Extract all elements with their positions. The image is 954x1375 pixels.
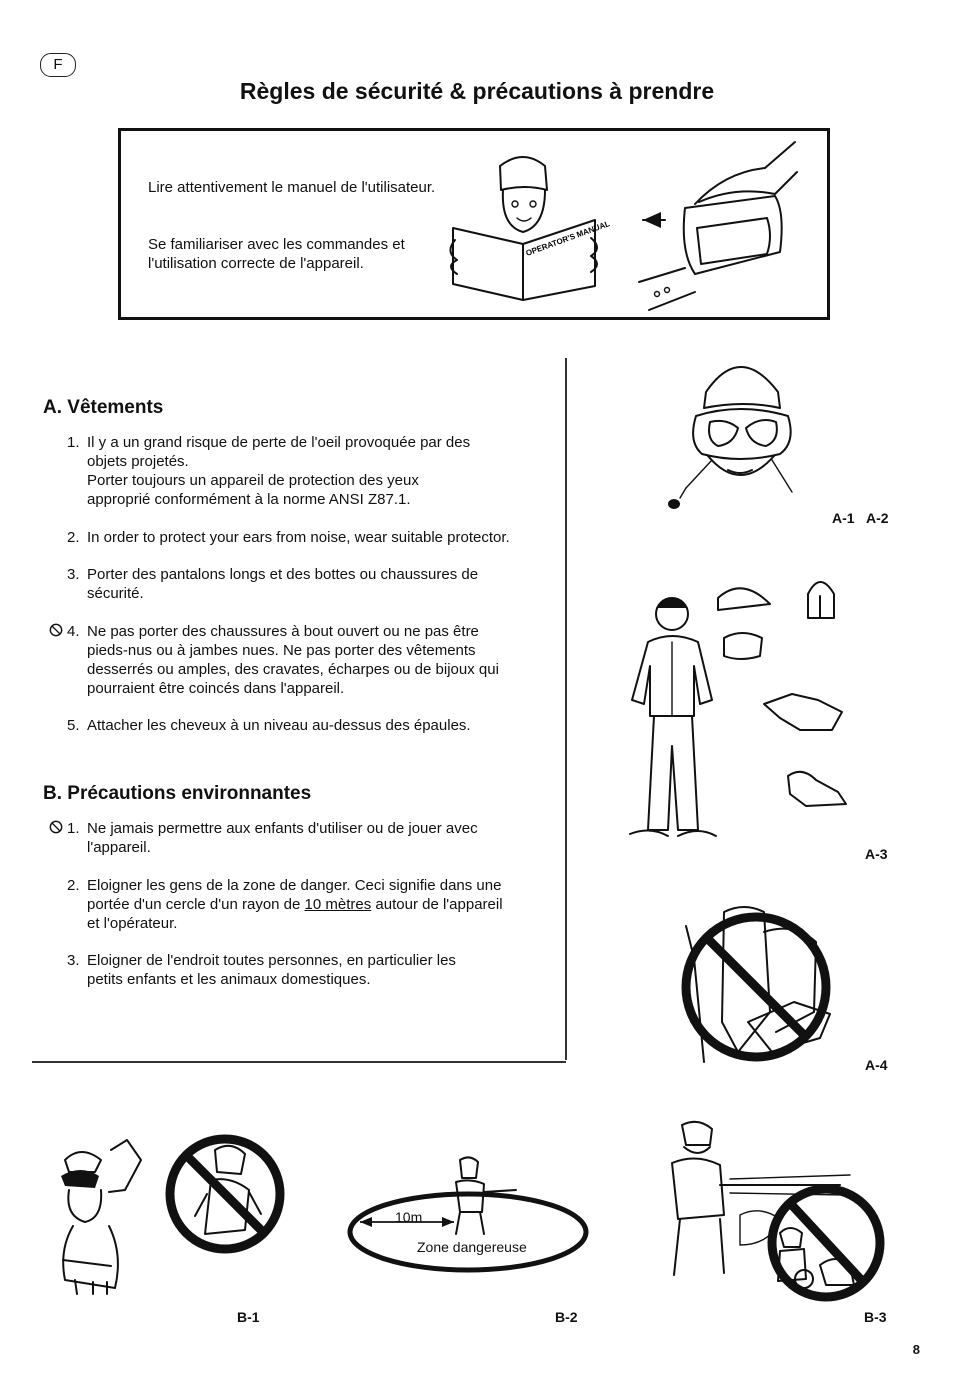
figure-label-a2: A-2 (866, 510, 889, 526)
section-a-item-1: 1. Il y a un grand risque de perte de l'oeil provoquée par des objets projetés. Porter toujours un appareil de protection des yeux approprié conformément à la norme ANSI Z87.1. (67, 434, 471, 508)
danger-zone-illustration (348, 1150, 598, 1290)
language-badge: F (40, 53, 76, 77)
section-a-heading: A. Vêtements (43, 397, 164, 418)
manual-cover-text: OPERATOR'S MANUAL (524, 219, 612, 258)
figure-label-a3: A-3 (865, 846, 888, 862)
figure-label-a4: A-4 (865, 1057, 888, 1073)
keep-bystanders-away-illustration (640, 1115, 890, 1305)
section-b-item-1: 1. Ne jamais permettre aux enfants d'utiliser ou de jouer avec l'appareil. (87, 819, 557, 857)
figure-label-b1: B-1 (237, 1309, 260, 1325)
section-a-item-3: 3. Porter des pantalons longs et des bottes ou chaussures de sécurité. (67, 566, 479, 602)
section-b-item-2: 2. Eloigner les gens de la zone de danger. Ceci signifie dans une portée d'un cercle d'un rayon de 10 mètres autour de l'appareil et l'opérateur. (67, 877, 503, 932)
section-a-item-2: 2. In order to protect your ears from noise, wear suitable protector. (67, 529, 510, 546)
reading-manual-illustration (445, 148, 612, 298)
section-a-item-5: 5. Attacher les cheveux à un niveau au-dessus des épaules. (67, 717, 471, 734)
intro-familiarize: Se familiariser avec les commandes et l'utilisation correcte de l'appareil. (148, 236, 405, 272)
page-title: Règles de sécurité & précautions à prendre (239, 78, 715, 104)
prohibition-icon (49, 820, 63, 834)
section-a-item-4: 4. Ne pas porter des chaussures à bout ouvert ou ne pas être pieds-nus ou à jambes nues. Ne pas porter des vêtements desserrés ou amples, des cravates, écharpes ou de bijoux qui pourraient être coincés dans l'appareil. (87, 622, 557, 698)
section-b-item-3: 3. Eloigner de l'endroit toutes personnes, en particulier les petits enfants et les animaux domestiques. (67, 952, 456, 988)
zone-distance-label: 10m (395, 1209, 423, 1225)
intro-read-manual: Lire attentivement le manuel de l'utilisateur. (148, 179, 436, 196)
figure-label-b3: B-3 (864, 1309, 887, 1325)
no-children-illustration (55, 1130, 295, 1300)
section-b-heading: B. Précautions environnantes (43, 783, 312, 804)
no-loose-clothing-illustration (664, 902, 844, 1072)
zone-label: Zone dangereuse (417, 1239, 527, 1255)
safety-goggles-illustration (660, 352, 820, 522)
figure-label-a1: A-1 (832, 510, 855, 526)
machine-handle-illustration (635, 132, 815, 312)
prohibition-icon (49, 623, 63, 637)
column-divider (565, 358, 567, 1060)
section-bottom-rule (32, 1061, 566, 1063)
figure-label-b2: B-2 (555, 1309, 578, 1325)
protective-equipment-illustration (620, 570, 860, 850)
page-number: 8 (912, 1342, 920, 1357)
